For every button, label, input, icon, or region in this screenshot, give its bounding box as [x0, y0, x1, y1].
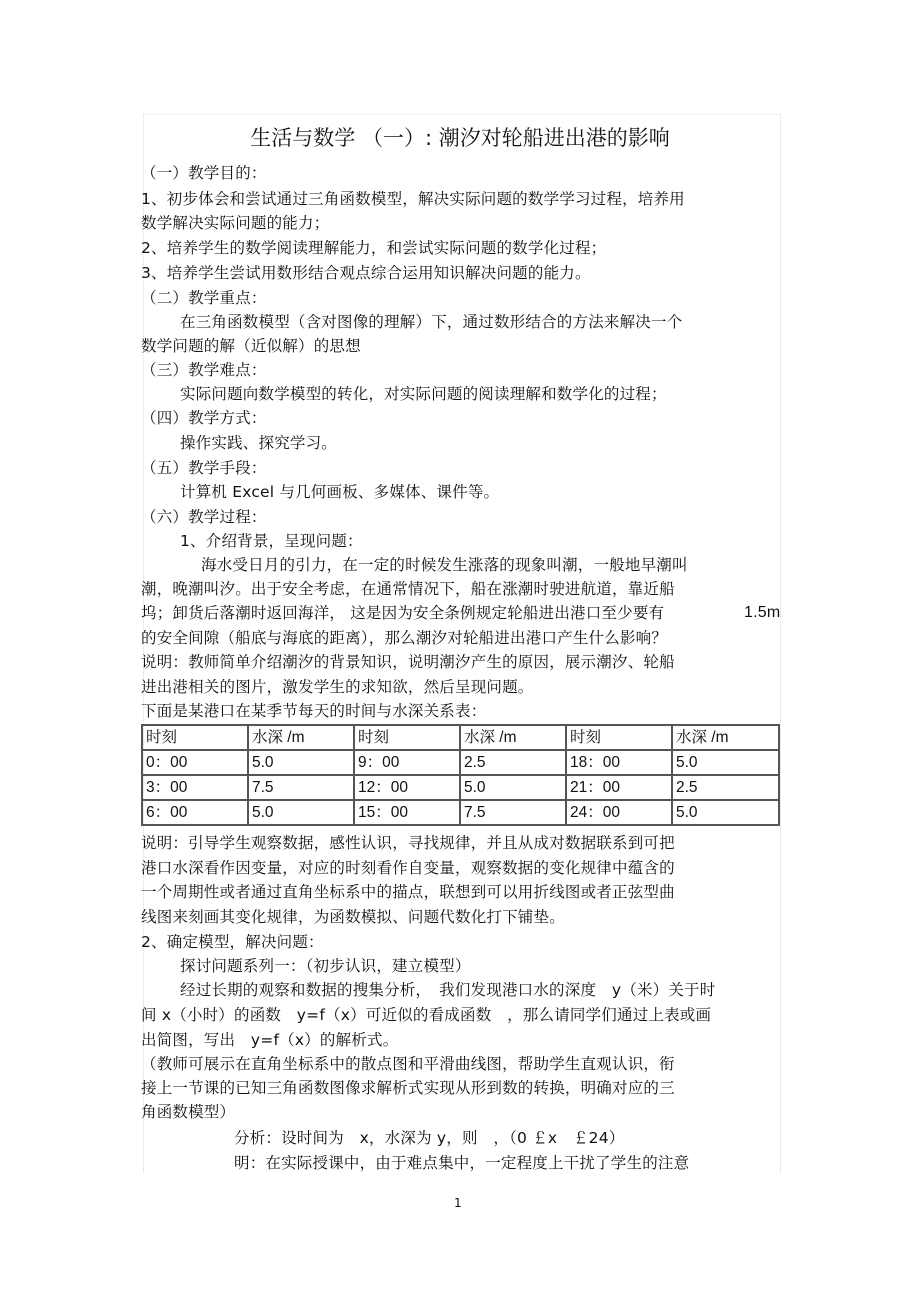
text-line: 3、培养学生尝试用数形结合观点综合运用知识解决问题的能力。: [141, 264, 591, 282]
text-line: 接上一节课的已知三角函数图像求解析式实现从形到数的转换，明确对应的三: [141, 1079, 675, 1097]
text-line: 说明：引导学生观察数据，感性认识，寻找规律，并且从成对数据联系到可把: [141, 834, 675, 852]
table-cell: 0：00: [142, 750, 248, 775]
table-cell: 5.0: [248, 750, 354, 775]
text-line: 进出港相关的图片，激发学生的求知欲，然后呈现问题。: [141, 678, 534, 696]
table-cell: 15：00: [354, 800, 460, 825]
text-line: 实际问题向数学模型的转化，对实际问题的阅读理解和数学化的过程；: [180, 385, 667, 403]
table-cell: 7.5: [248, 775, 354, 800]
page-number: 1: [454, 1196, 462, 1210]
table-cell: 6：00: [142, 800, 248, 825]
text-line: 探讨问题系列一：（初步认识，建立模型）: [180, 957, 471, 975]
subsection-heading: 1、介绍背景，呈现问题：: [180, 532, 363, 550]
header-cell: 水深 /m: [248, 725, 354, 750]
text-line: 港口水深看作因变量，对应的时刻看作自变量，观察数据的变化规律中蕴含的: [141, 859, 675, 877]
text-line: 海水受日月的引力，在一定的时候发生涨落的现象叫潮，一般地早潮叫: [201, 556, 688, 574]
text-line: 的安全间隙（船底与海底的距离），那么潮汐对轮船进出港口产生什么影响？: [141, 629, 668, 647]
text-line: 下面是某港口在某季节每天的时间与水深关系表：: [141, 702, 487, 720]
table-row: [142, 750, 779, 775]
table-cell: 18：00: [566, 750, 672, 775]
text-line: 在三角函数模型（含对图像的理解）下，通过数形结合的方法来解决一个: [180, 313, 683, 331]
text-line: 数学解决实际问题的能力；: [141, 214, 330, 232]
section-heading: （一）教学目的：: [141, 164, 267, 182]
text-line: 线图来刻画其变化规律，为函数模拟、问题代数化打下铺垫。: [141, 908, 565, 926]
section-heading: （六）教学过程：: [141, 508, 267, 526]
section-heading: （四）教学方式：: [141, 409, 267, 427]
table-cell: 24：00: [566, 800, 672, 825]
table-cell: 7.5: [460, 800, 566, 825]
subsection-heading: 2、确定模型，解决问题：: [141, 933, 324, 951]
table-cell: 5.0: [248, 800, 354, 825]
text-line: 分析：设时间为 x，水深为 y，则 ，（0 ￡x ￡24）: [234, 1129, 625, 1147]
text-line: 明：在实际授课中，由于难点集中，一定程度上干扰了学生的注意: [234, 1154, 690, 1172]
text-line: 1、初步体会和尝试通过三角函数模型，解决实际问题的数学学习过程，培养用: [141, 190, 685, 208]
text-line: 说明：教师简单介绍潮汐的背景知识，说明潮汐产生的原因，展示潮汐、轮船: [141, 653, 675, 671]
table-row: [142, 800, 779, 825]
section-heading: （二）教学重点：: [141, 289, 267, 307]
table-cell: 21：00: [566, 775, 672, 800]
header-cell: 水深 /m: [460, 725, 566, 750]
table-cell: 5.0: [460, 775, 566, 800]
table-row: [142, 775, 779, 800]
header-cell: 水深 /m: [672, 725, 779, 750]
table-cell: 3：00: [142, 775, 248, 800]
text-line: 间 x（小时）的函数 y=f（x）可近似的看成函数 ，那么请同学们通过上表或画: [141, 1006, 712, 1024]
text-line: 2、培养学生的数学阅读理解能力，和尝试实际问题的数学化过程；: [141, 239, 607, 257]
safety-gap-value: 1.5m: [744, 604, 781, 621]
text-line: 经过长期的观察和数据的搜集分析， 我们发现港口水的深度 y（米）关于时: [180, 981, 716, 999]
text-line: 一个周期性或者通过直角坐标系中的描点，联想到可以用折线图或者正弦型曲: [141, 883, 675, 901]
table-header-row: [142, 725, 779, 750]
text-line: 出简图，写出 y=f（x）的解析式。: [141, 1031, 399, 1049]
table-cell: 5.0: [672, 750, 779, 775]
text-line: 角函数模型）: [141, 1103, 236, 1121]
text-line: 潮，晚潮叫汐。出于安全考虑，在通常情况下，船在涨潮时驶进航道，靠近船: [141, 580, 675, 598]
text-line: 坞；卸货后落潮时返回海洋， 这是因为安全条例规定轮船进出港口至少要有: [141, 604, 665, 622]
table-cell: 12：00: [354, 775, 460, 800]
section-heading: （五）教学手段：: [141, 459, 267, 477]
table-cell: 2.5: [460, 750, 566, 775]
text-line: 计算机 Excel 与几何画板、多媒体、课件等。: [180, 483, 500, 501]
tide-table: [141, 724, 780, 826]
header-cell: 时刻: [354, 725, 460, 750]
text-line: （教师可展示在直角坐标系中的散点图和平滑曲线图，帮助学生直观认识，衔: [141, 1055, 675, 1073]
table-cell: 9：00: [354, 750, 460, 775]
page-title: 生活与数学 （一）: 潮汐对轮船进出港的影响: [250, 126, 670, 150]
table-cell: 2.5: [672, 775, 779, 800]
header-cell: 时刻: [566, 725, 672, 750]
header-cell: 时刻: [142, 725, 248, 750]
table-cell: 5.0: [672, 800, 779, 825]
text-line: 数学问题的解（近似解）的思想: [141, 337, 361, 355]
text-line: 操作实践、探究学习。: [180, 434, 338, 452]
section-heading: （三）教学难点：: [141, 361, 267, 379]
